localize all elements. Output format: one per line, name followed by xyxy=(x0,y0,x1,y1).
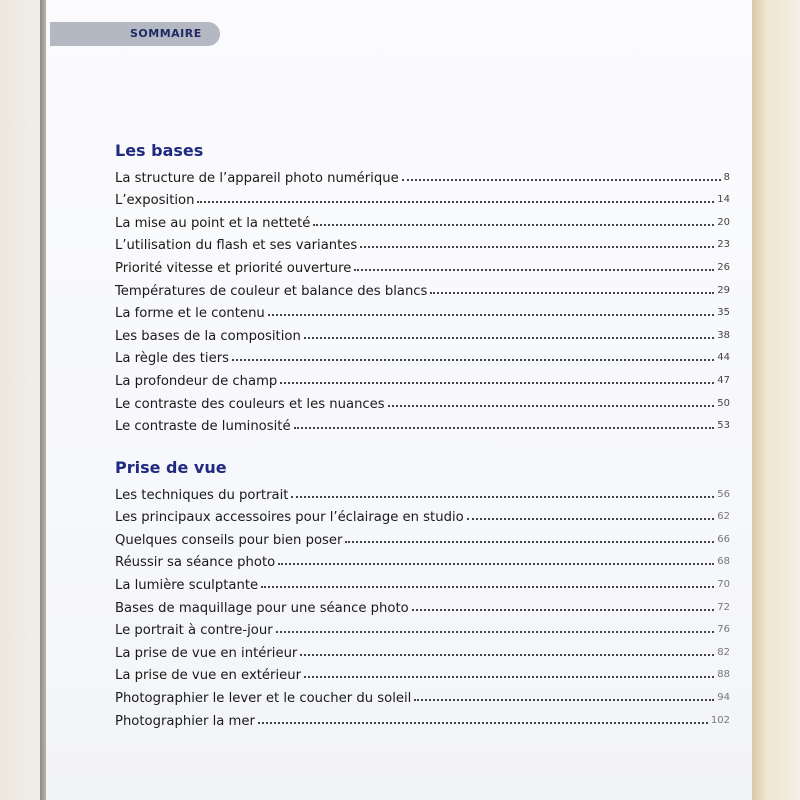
toc-entry xyxy=(115,231,730,254)
toc-entry xyxy=(115,344,730,367)
toc-entry-page: 50 xyxy=(717,397,730,409)
toc-entry xyxy=(115,480,730,503)
toc-entry-page: 44 xyxy=(717,352,730,364)
dot-leader xyxy=(291,496,714,498)
toc-list xyxy=(115,163,730,434)
toc-entry-page: 82 xyxy=(717,646,730,658)
section-title: Les bases xyxy=(115,141,204,160)
toc-entry-title: La profondeur de champ xyxy=(115,373,278,389)
toc-entry-page: 56 xyxy=(717,488,730,500)
toc-entry-title: La forme et le contenu xyxy=(115,306,265,322)
dot-leader xyxy=(280,382,714,384)
toc-entry-title: Le portrait à contre-jour xyxy=(115,623,273,639)
toc-entry-title: Réussir sa séance photo xyxy=(115,555,276,571)
toc-entry-title: La prise de vue en intérieur xyxy=(115,645,298,661)
toc-entry-page: 53 xyxy=(717,420,730,432)
sommaire-tab xyxy=(50,22,220,46)
toc-entry-title: L’exposition xyxy=(115,193,195,209)
toc-entry-title: Les techniques du portrait xyxy=(115,487,289,503)
toc-entry-title: Quelques conseils pour bien poser xyxy=(115,532,343,548)
toc-entry-title: Priorité vitesse et priorité ouverture xyxy=(115,260,352,276)
section-title: Prise de vue xyxy=(115,458,227,477)
dot-leader xyxy=(258,722,708,724)
toc-entry xyxy=(115,548,730,571)
toc-entry-title: Bases de maquillage pour une séance photo xyxy=(115,600,409,616)
toc-entry-title: La prise de vue en extérieur xyxy=(115,668,302,684)
toc-entry-page: 35 xyxy=(717,307,730,319)
dot-leader xyxy=(232,359,714,361)
toc-entry-title: Les bases de la composition xyxy=(115,328,301,344)
dot-leader xyxy=(268,314,714,316)
toc-entry xyxy=(115,389,730,412)
toc-entry-title: La règle des tiers xyxy=(115,351,229,367)
toc-entry-page: 72 xyxy=(717,601,730,613)
toc-entry-page: 66 xyxy=(717,533,730,545)
toc-entry-page: 88 xyxy=(717,669,730,681)
dot-leader xyxy=(278,563,714,565)
toc-entry xyxy=(115,638,730,661)
toc-entry-page: 8 xyxy=(723,171,730,183)
section-les-bases xyxy=(115,139,730,434)
toc-entry-title: L’utilisation du flash et ses variantes xyxy=(115,238,358,254)
dot-leader xyxy=(430,292,714,294)
toc-entry xyxy=(115,593,730,616)
toc-entry-page: 68 xyxy=(717,556,730,568)
dot-leader xyxy=(197,201,714,203)
toc-entry-page: 23 xyxy=(717,239,730,251)
toc-entry xyxy=(115,299,730,322)
toc-entry xyxy=(115,276,730,299)
toc-entry xyxy=(115,525,730,548)
toc-entry-title: La lumière sculptante xyxy=(115,577,259,593)
dot-leader xyxy=(354,269,714,271)
toc-entry-title: Le contraste de luminosité xyxy=(115,419,291,435)
toc-entry-title: Températures de couleur et balance des blancs xyxy=(115,283,428,299)
dot-leader xyxy=(414,699,714,701)
toc-entry xyxy=(115,570,730,593)
toc-entry xyxy=(115,412,730,435)
toc-entry-title: Les principaux accessoires pour l’éclairage en studio xyxy=(115,510,464,526)
toc-entry-page: 47 xyxy=(717,374,730,386)
toc-entry xyxy=(115,503,730,526)
toc-entry-page: 26 xyxy=(717,261,730,273)
toc-entry-page: 70 xyxy=(717,578,730,590)
toc-list xyxy=(115,480,730,729)
dot-leader xyxy=(261,586,714,588)
dot-leader xyxy=(304,337,714,339)
toc-entry-title: Photographier le lever et le coucher du soleil xyxy=(115,690,412,706)
dot-leader xyxy=(294,427,715,429)
toc-entry-page: 20 xyxy=(717,216,730,228)
toc-entry-page: 29 xyxy=(717,284,730,296)
dot-leader xyxy=(467,518,715,520)
dot-leader xyxy=(388,405,715,407)
dot-leader xyxy=(304,676,714,678)
toc-entry-title: La mise au point et la netteté xyxy=(115,215,311,231)
section-prise-de-vue xyxy=(115,456,730,729)
toc-entry-page: 62 xyxy=(717,511,730,523)
toc-entry xyxy=(115,321,730,344)
toc-entry xyxy=(115,616,730,639)
toc-entry-page: 102 xyxy=(710,714,730,726)
dot-leader xyxy=(313,224,714,226)
toc-entry xyxy=(115,186,730,209)
dot-leader xyxy=(276,631,715,633)
toc-entry-title: La structure de l’appareil photo numérique xyxy=(115,170,399,186)
background-right xyxy=(752,0,800,800)
dot-leader xyxy=(345,541,714,543)
toc-entry-page: 38 xyxy=(717,329,730,341)
toc-entry xyxy=(115,683,730,706)
toc-entry-page: 14 xyxy=(717,194,730,206)
toc-entry-title: Photographier la mer xyxy=(115,713,255,729)
toc-entry xyxy=(115,706,730,729)
dot-leader xyxy=(402,179,721,181)
toc-entry xyxy=(115,163,730,186)
toc-entry xyxy=(115,253,730,276)
toc-entry xyxy=(115,661,730,684)
toc-entry-page: 94 xyxy=(717,691,730,703)
dot-leader xyxy=(360,246,714,248)
tab-label: SOMMAIRE xyxy=(130,27,202,40)
dot-leader xyxy=(412,609,715,611)
dot-leader xyxy=(300,654,714,656)
toc-entry xyxy=(115,366,730,389)
background-left xyxy=(0,0,40,800)
toc-entry-title: Le contraste des couleurs et les nuances xyxy=(115,396,385,412)
toc-entry-page: 76 xyxy=(717,624,730,636)
toc-entry xyxy=(115,208,730,231)
